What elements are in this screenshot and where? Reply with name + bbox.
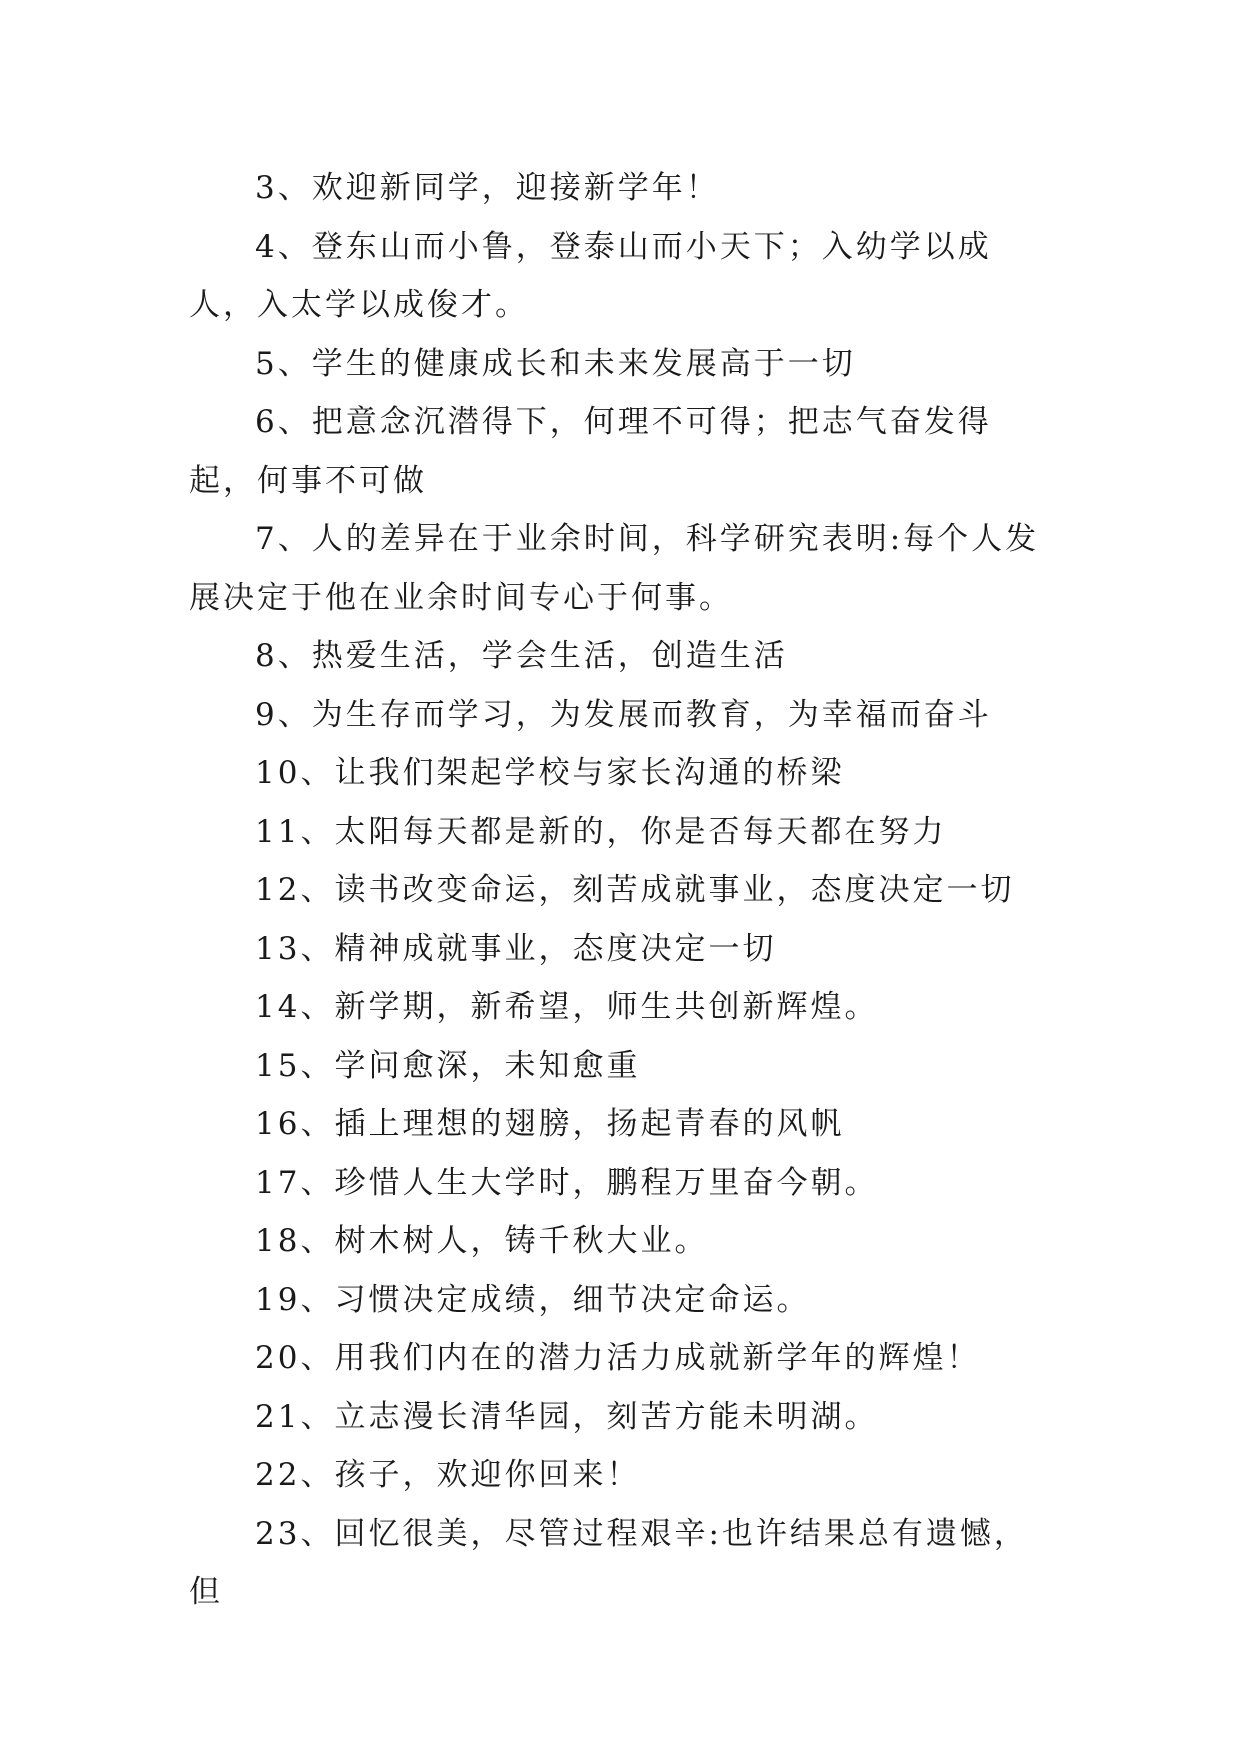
list-item: 4、登东山而小鲁，登泰山而小天下；入幼学以成人，入太学以成俊才。 (189, 228, 992, 323)
list-item: 17、珍惜人生大学时，鹏程万里奋今朝。 (255, 1164, 879, 1201)
list-item: 21、立志漫长清华园，刻苦方能未明湖。 (255, 1398, 879, 1435)
list-item: 10、让我们架起学校与家长沟通的桥梁 (255, 755, 845, 791)
list-item: 15、学问愈深，未知愈重 (255, 1047, 641, 1084)
list-item: 20、用我们内在的潜力活力成就新学年的辉煌！ (255, 1340, 981, 1376)
document-body (189, 159, 1049, 1622)
list-item: 23、回忆很美，尽管过程艰辛:也许结果总有遗憾，但 (189, 1515, 1028, 1610)
list-item: 12、读书改变命运，刻苦成就事业，态度决定一切 (255, 872, 1015, 908)
list-item: 13、精神成就事业，态度决定一切 (255, 930, 777, 967)
list-item: 14、新学期，新希望，师生共创新辉煌。 (255, 989, 879, 1025)
list-item: 8、热爱生活，学会生活，创造生活 (255, 638, 788, 674)
list-item: 6、把意念沉潜得下，何理不可得；把志气奋发得起，何事不可做 (189, 404, 992, 499)
list-item: 5、学生的健康成长和未来发展高于一切 (255, 345, 856, 382)
list-item: 18、树木树人，铸千秋大业。 (255, 1223, 709, 1259)
list-item: 9、为生存而学习，为发展而教育，为幸福而奋斗 (255, 696, 992, 733)
list-item: 11、太阳每天都是新的，你是否每天都在努力 (255, 813, 947, 850)
list-item: 16、插上理想的翅膀，扬起青春的风帆 (255, 1106, 845, 1142)
list-item: 3、欢迎新同学，迎接新学年！ (255, 170, 720, 206)
list-item: 19、习惯决定成绩，细节决定命运。 (255, 1281, 811, 1318)
list-item: 7、人的差异在于业余时间，科学研究表明:每个人发展决定于他在业余时间专心于何事。 (189, 521, 1040, 616)
list-item: 22、孩子，欢迎你回来！ (255, 1457, 641, 1493)
